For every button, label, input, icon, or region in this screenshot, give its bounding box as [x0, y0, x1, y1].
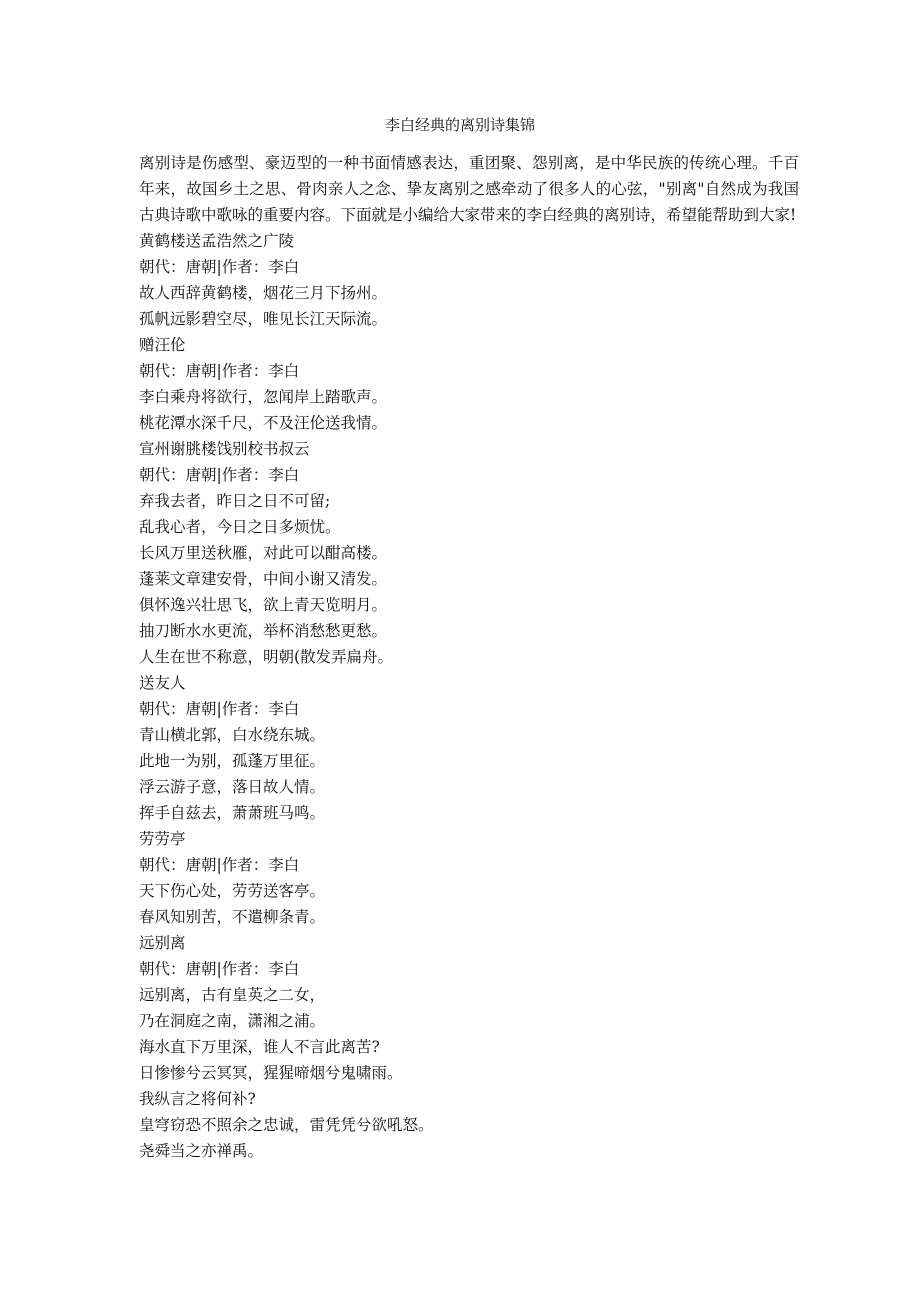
poem-line: 远别离，古有皇英之二女，: [139, 986, 326, 1004]
poem-line: 尧舜当之亦禅禹。: [139, 1142, 264, 1160]
poem-line: 抽刀断水水更流，举杯消愁愁更愁。: [139, 622, 388, 640]
poem-line: 天下伤心处，劳劳送客亭。: [139, 882, 326, 900]
poem-line: 皇穹窃恐不照余之忠诚，雷凭凭兮欲吼怒。: [139, 1116, 434, 1134]
poem-meta: 朝代：唐朝|作者：李白: [139, 960, 300, 978]
poem-line: 此地一为别，孤蓬万里征。: [139, 752, 326, 770]
poem-meta: 朝代：唐朝|作者：李白: [139, 856, 300, 874]
poem-line: 孤帆远影碧空尽，唯见长江天际流。: [139, 310, 388, 328]
poem-line: 故人西辞黄鹤楼，烟花三月下扬州。: [139, 284, 388, 302]
poem-line: 日惨惨兮云冥冥，猩猩啼烟兮鬼啸雨。: [139, 1064, 403, 1082]
poem-line: 长风万里送秋雁，对此可以酣高楼。: [139, 544, 388, 562]
poem-line: 李白乘舟将欲行，忽闻岸上踏歌声。: [139, 388, 388, 406]
poem-line: 春风知别苦，不遣柳条青。: [139, 908, 326, 926]
poem-meta: 朝代：唐朝|作者：李白: [139, 362, 300, 380]
poem-line: 海水直下万里深，谁人不言此离苦?: [139, 1038, 380, 1056]
poem-line: 我纵言之将何补?: [139, 1090, 256, 1108]
poem-line: 蓬莱文章建安骨，中间小谢又清发。: [139, 570, 388, 588]
poem-line: 桃花潭水深千尺，不及汪伦送我情。: [139, 414, 388, 432]
poem-title: 送友人: [139, 674, 186, 692]
poem-meta: 朝代：唐朝|作者：李白: [139, 466, 300, 484]
poem-line: 人生在世不称意，明朝(散发弄扁舟。: [139, 648, 394, 666]
poem-title: 赠汪伦: [139, 336, 186, 354]
poem-line: 青山横北郭，白水绕东城。: [139, 726, 326, 744]
document-title: 李白经典的离别诗集锦: [384, 116, 535, 134]
poem-meta: 朝代：唐朝|作者：李白: [139, 700, 300, 718]
poem-line: 浮云游子意，落日故人情。: [139, 778, 326, 796]
document-body: [139, 150, 799, 1164]
poem-line: 俱怀逸兴壮思飞，欲上青天览明月。: [139, 596, 388, 614]
poem-title: 劳劳亭: [139, 830, 186, 848]
poem-line: 弃我去者，昨日之日不可留;: [139, 492, 331, 510]
poem-line: 挥手自兹去，萧萧班马鸣。: [139, 804, 326, 822]
poem-title: 远别离: [139, 934, 186, 952]
poem-line: 乱我心者，今日之日多烦忧。: [139, 518, 341, 536]
poem-title: 黄鹤楼送孟浩然之广陵: [139, 232, 295, 250]
poem-title: 宣州谢朓楼饯别校书叔云: [139, 440, 310, 458]
intro-paragraph: 离别诗是伤感型、豪迈型的一种书面情感表达，重团聚、怨别离，是中华民族的传统心理。千百年来，故国乡土之思、骨肉亲人之念、挚友离别之感牵动了很多人的心弦，"别离"自然成为我国古典诗歌中歌咏的重要内容。下面就是小编给大家带来的李白经典的离别诗，希望能帮助到大家!: [139, 154, 799, 224]
poem-meta: 朝代：唐朝|作者：李白: [139, 258, 300, 276]
poem-line: 乃在洞庭之南，潇湘之浦。: [139, 1012, 326, 1030]
